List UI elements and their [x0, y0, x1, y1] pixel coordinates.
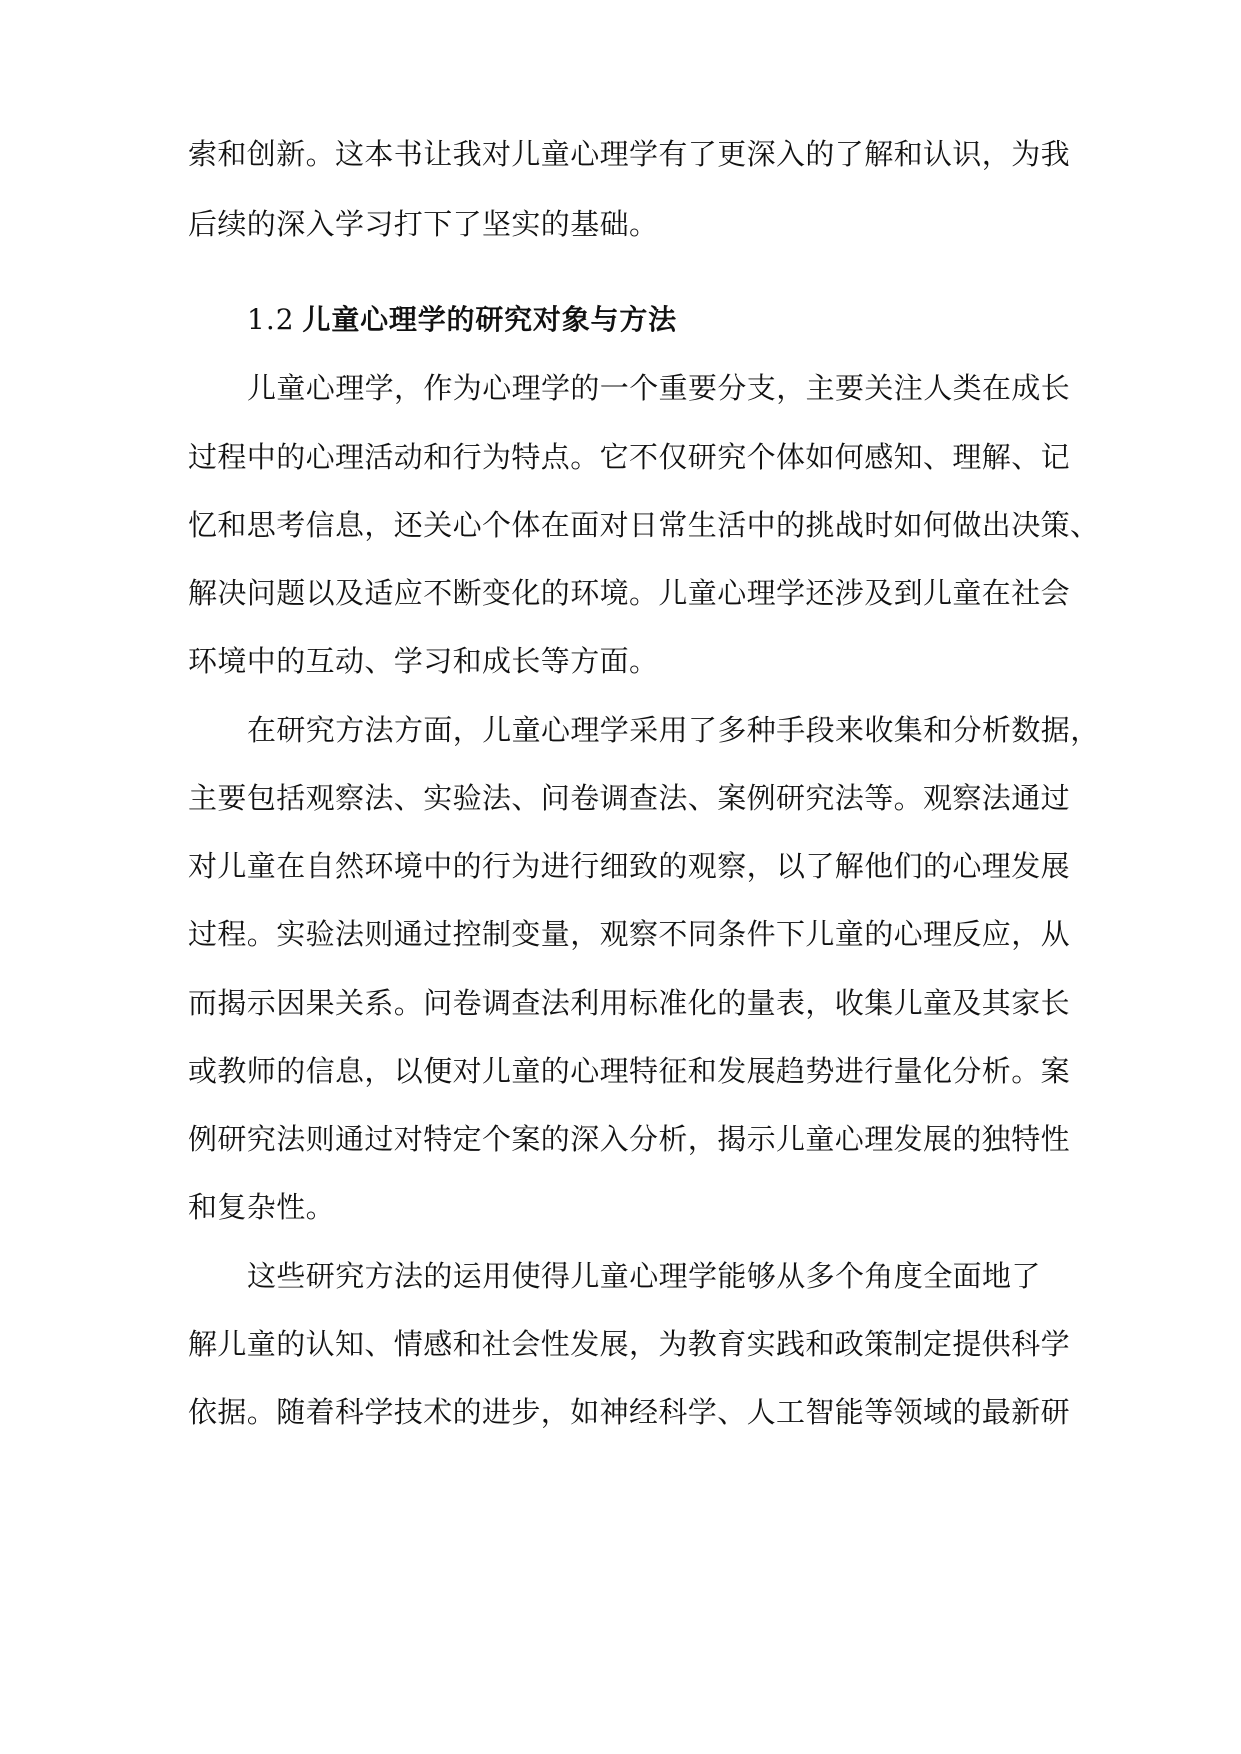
- paragraph-line: 儿童心理学，作为心理学的一个重要分支，主要关注人类在成长: [247, 371, 1071, 405]
- section-title: 儿童心理学的研究对象与方法: [302, 303, 677, 336]
- paragraph-line: 解儿童的认知、情感和社会性发展，为教育实践和政策制定提供科学: [188, 1327, 1071, 1361]
- paragraph-line: 解决问题以及适应不断变化的环境。儿童心理学还涉及到儿童在社会: [188, 576, 1071, 610]
- paragraph-line: 过程中的心理活动和行为特点。它不仅研究个体如何感知、理解、记: [188, 440, 1071, 474]
- paragraph-line: 过程。实验法则通过控制变量，观察不同条件下儿童的心理反应，从: [188, 917, 1071, 951]
- paragraph-line: 忆和思考信息，还关心个体在面对日常生活中的挑战时如何做出决策、: [188, 508, 1100, 542]
- paragraph-line: 在研究方法方面，儿童心理学采用了多种手段来收集和分析数据，: [247, 713, 1100, 747]
- paragraph-line: 这些研究方法的运用使得儿童心理学能够从多个角度全面地了: [247, 1259, 1041, 1293]
- paragraph-line: 对儿童在自然环境中的行为进行细致的观察，以了解他们的心理发展: [188, 849, 1071, 883]
- paragraph-line: 主要包括观察法、实验法、问卷调查法、案例研究法等。观察法通过: [188, 781, 1071, 815]
- paragraph-line: 例研究法则通过对特定个案的深入分析，揭示儿童心理发展的独特性: [188, 1122, 1071, 1156]
- paragraph-line: 后续的深入学习打下了坚实的基础。: [188, 207, 659, 241]
- section-heading: [247, 300, 677, 340]
- paragraph-line: 或教师的信息，以便对儿童的心理特征和发展趋势进行量化分析。案: [188, 1054, 1071, 1088]
- paragraph-line: 环境中的互动、学习和成长等方面。: [188, 644, 659, 678]
- section-number: 1.2: [247, 303, 295, 336]
- paragraph-line: 而揭示因果关系。问卷调查法利用标准化的量表，收集儿童及其家长: [188, 986, 1071, 1020]
- paragraph-line: 和复杂性。: [188, 1190, 336, 1224]
- paragraph-line: 索和创新。这本书让我对儿童心理学有了更深入的了解和认识，为我: [188, 137, 1071, 171]
- paragraph-line: 依据。随着科学技术的进步，如神经科学、人工智能等领域的最新研: [188, 1395, 1071, 1429]
